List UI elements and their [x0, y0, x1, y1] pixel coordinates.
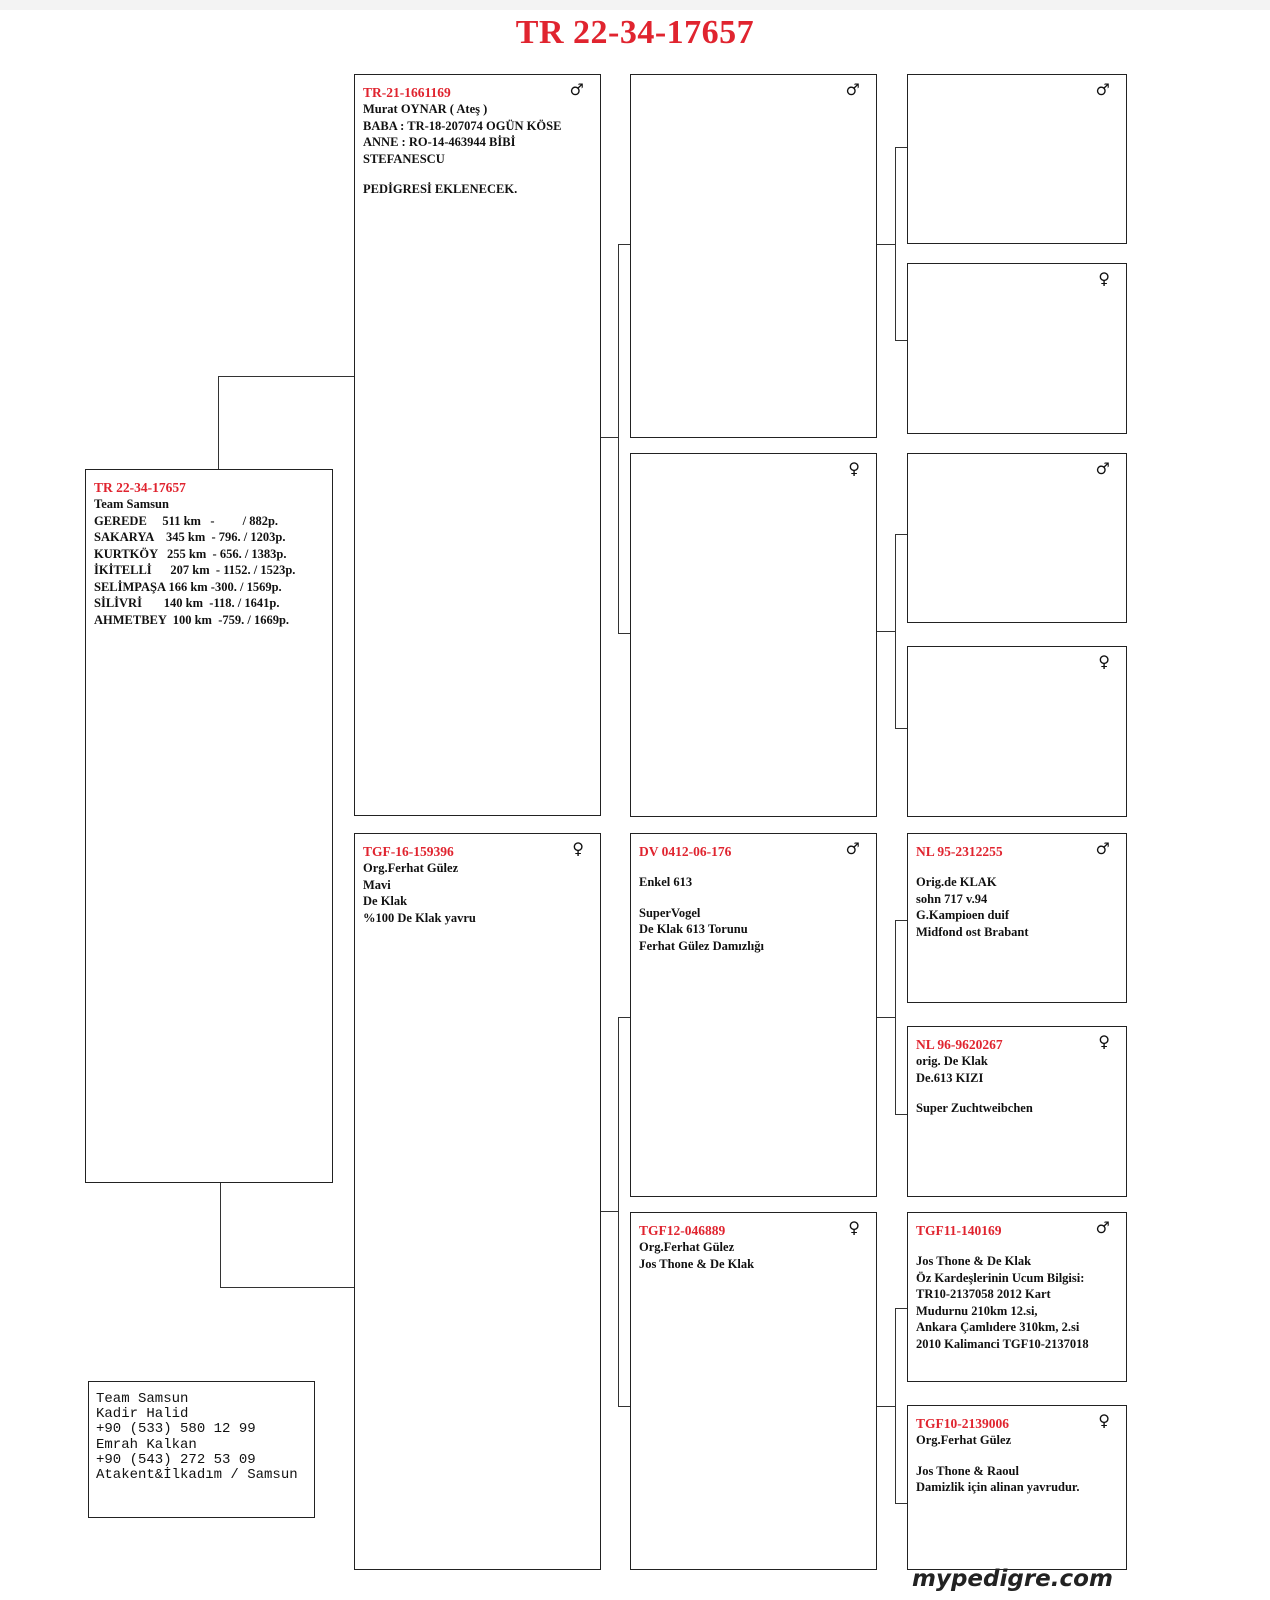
connector	[601, 437, 618, 438]
male-icon: ♂	[845, 80, 860, 99]
info-line: STEFANESCU	[363, 151, 445, 166]
connector	[895, 1114, 907, 1115]
granddam-paternal-box[interactable]	[630, 453, 877, 817]
connector	[877, 244, 895, 245]
connector	[618, 1017, 630, 1018]
info-line: PEDİGRESİ EKLENECEK.	[363, 182, 518, 196]
ring-number: NL 96-9620267	[916, 1037, 1003, 1052]
info-line: AHMETBEY 100 km -759. / 1669p.	[94, 612, 290, 627]
female-icon: ♀	[848, 459, 860, 478]
info-line: Mavi	[363, 877, 391, 892]
grandsire-paternal-box[interactable]	[630, 74, 877, 438]
contact-line: +90 (543) 272 53 09	[96, 1451, 256, 1468]
great-grandsire-box[interactable]	[907, 74, 1127, 244]
great-grandsire-box[interactable]	[907, 833, 1127, 1003]
info-line: sohn 717 v.94	[916, 891, 988, 906]
page-title: TR 22-34-17657	[515, 14, 755, 51]
connector	[220, 1183, 221, 1287]
male-icon: ♂	[1095, 459, 1110, 478]
info-line: G.Kampioen duif	[916, 908, 1010, 922]
contact-line: +90 (533) 580 12 99	[96, 1421, 256, 1438]
connector	[895, 920, 896, 1114]
connector	[895, 147, 896, 340]
brand-logo: mypedigre.com	[912, 1566, 1113, 1592]
info-line: Jos Thone & Raoul	[916, 1463, 1019, 1478]
info-line: GEREDE 511 km - / 882p.	[94, 513, 279, 528]
female-icon: ♀	[848, 1218, 860, 1237]
info-line: De Klak 613 Torunu	[639, 922, 748, 936]
contact-box	[88, 1381, 315, 1518]
info-line: Orig.de KLAK	[916, 875, 997, 889]
info-line: Org.Ferhat Gülez	[639, 1240, 735, 1254]
ring-number: TGF12-046889	[639, 1223, 726, 1238]
info-line: Team Samsun	[94, 497, 169, 511]
great-granddam-box[interactable]	[907, 1405, 1127, 1570]
ring-number: NL 95-2312255	[916, 844, 1003, 859]
great-granddam-box[interactable]	[907, 646, 1127, 817]
connector	[895, 920, 907, 921]
info-line: Super Zuchtweibchen	[916, 1101, 1033, 1115]
male-icon: ♂	[845, 839, 860, 858]
connector	[895, 534, 907, 535]
info-line: %100 De Klak yavru	[363, 910, 476, 925]
connector	[601, 1211, 618, 1212]
connector	[877, 1017, 895, 1018]
connector	[618, 1017, 619, 1406]
connector	[877, 631, 895, 632]
info-line: Org.Ferhat Gülez	[363, 861, 459, 875]
info-line: ANNE : RO-14-463944 BİBİ	[363, 135, 516, 149]
male-icon: ♂	[569, 80, 584, 99]
connector	[618, 1406, 630, 1407]
info-line: İKİTELLİ 207 km - 1152. / 1523p.	[94, 563, 296, 577]
connector	[877, 1406, 895, 1407]
contact-line: Team Samsun	[96, 1391, 189, 1407]
info-line: Murat OYNAR ( Ateş )	[363, 102, 488, 116]
info-line: Mudurnu 210km 12.si,	[916, 1303, 1038, 1318]
connector	[895, 534, 896, 728]
info-line: SuperVogel	[639, 905, 701, 920]
connector	[895, 147, 907, 148]
great-granddam-box[interactable]	[907, 263, 1127, 434]
connector	[618, 633, 630, 634]
ring-number: TR 22-34-17657	[94, 480, 186, 495]
female-icon: ♀	[1098, 652, 1110, 671]
male-icon: ♂	[1095, 80, 1110, 99]
female-icon: ♀	[1098, 1411, 1110, 1430]
great-granddam-box[interactable]	[907, 1026, 1127, 1197]
connector	[895, 1308, 896, 1503]
contact-line: Atakent&İlkadım / Samsun	[96, 1467, 298, 1484]
great-grandsire-box[interactable]	[907, 453, 1127, 623]
female-icon: ♀	[1098, 269, 1110, 288]
grandsire-maternal-box[interactable]	[630, 833, 877, 1197]
info-line: Jos Thone & De Klak	[916, 1254, 1032, 1268]
connector	[618, 244, 619, 633]
info-line: 2010 Kalimanci TGF10-2137018	[916, 1336, 1089, 1351]
contact-line: Kadir Halid	[96, 1406, 189, 1423]
sire-box[interactable]	[354, 74, 601, 816]
ring-number: DV 0412-06-176	[639, 844, 732, 859]
info-line: Damizlik için alinan yavrudur.	[916, 1480, 1080, 1494]
male-icon: ♂	[1095, 839, 1110, 858]
ring-number: TGF-16-159396	[363, 844, 454, 859]
connector	[895, 1503, 907, 1504]
info-line: Öz Kardeşlerinin Ucum Bilgisi:	[916, 1270, 1085, 1285]
female-icon: ♀	[572, 839, 584, 858]
dam-box[interactable]	[354, 833, 601, 1570]
connector	[895, 340, 907, 341]
male-icon: ♂	[1095, 1218, 1110, 1237]
info-line: KURTKÖY 255 km - 656. / 1383p.	[94, 546, 287, 561]
info-line: Org.Ferhat Gülez	[916, 1433, 1012, 1447]
info-line: De Klak	[363, 894, 408, 908]
info-line: BABA : TR-18-207074 OGÜN KÖSE	[363, 118, 562, 133]
top-strip	[0, 0, 1270, 10]
info-line: orig. De Klak	[916, 1054, 988, 1068]
great-grandsire-box[interactable]	[907, 1212, 1127, 1382]
ring-number: TR-21-1661169	[363, 85, 451, 100]
connector	[218, 376, 219, 469]
info-line: Midfond ost Brabant	[916, 924, 1029, 939]
granddam-maternal-box[interactable]	[630, 1212, 877, 1570]
connector	[895, 728, 907, 729]
info-line: SELİMPAŞA 166 km -300. / 1569p.	[94, 579, 282, 594]
info-line: De.613 KIZI	[916, 1070, 984, 1085]
connector	[618, 244, 630, 245]
info-line: SAKARYA 345 km - 796. / 1203p.	[94, 530, 286, 544]
info-line: TR10-2137058 2012 Kart	[916, 1287, 1051, 1301]
info-line: Ferhat Gülez Damızlığı	[639, 938, 764, 953]
connector	[218, 376, 354, 377]
connector	[220, 1287, 354, 1288]
subject-box[interactable]	[85, 469, 333, 1183]
info-line: Jos Thone & De Klak	[639, 1256, 755, 1271]
info-line: Ankara Çamlıdere 310km, 2.si	[916, 1320, 1080, 1334]
info-line: Enkel 613	[639, 875, 693, 889]
ring-number: TGF11-140169	[916, 1223, 1002, 1238]
contact-line: Emrah Kalkan	[96, 1436, 197, 1453]
female-icon: ♀	[1098, 1032, 1110, 1051]
ring-number: TGF10-2139006	[916, 1416, 1009, 1431]
info-line: SİLİVRİ 140 km -118. / 1641p.	[94, 596, 280, 610]
connector	[895, 1308, 907, 1309]
